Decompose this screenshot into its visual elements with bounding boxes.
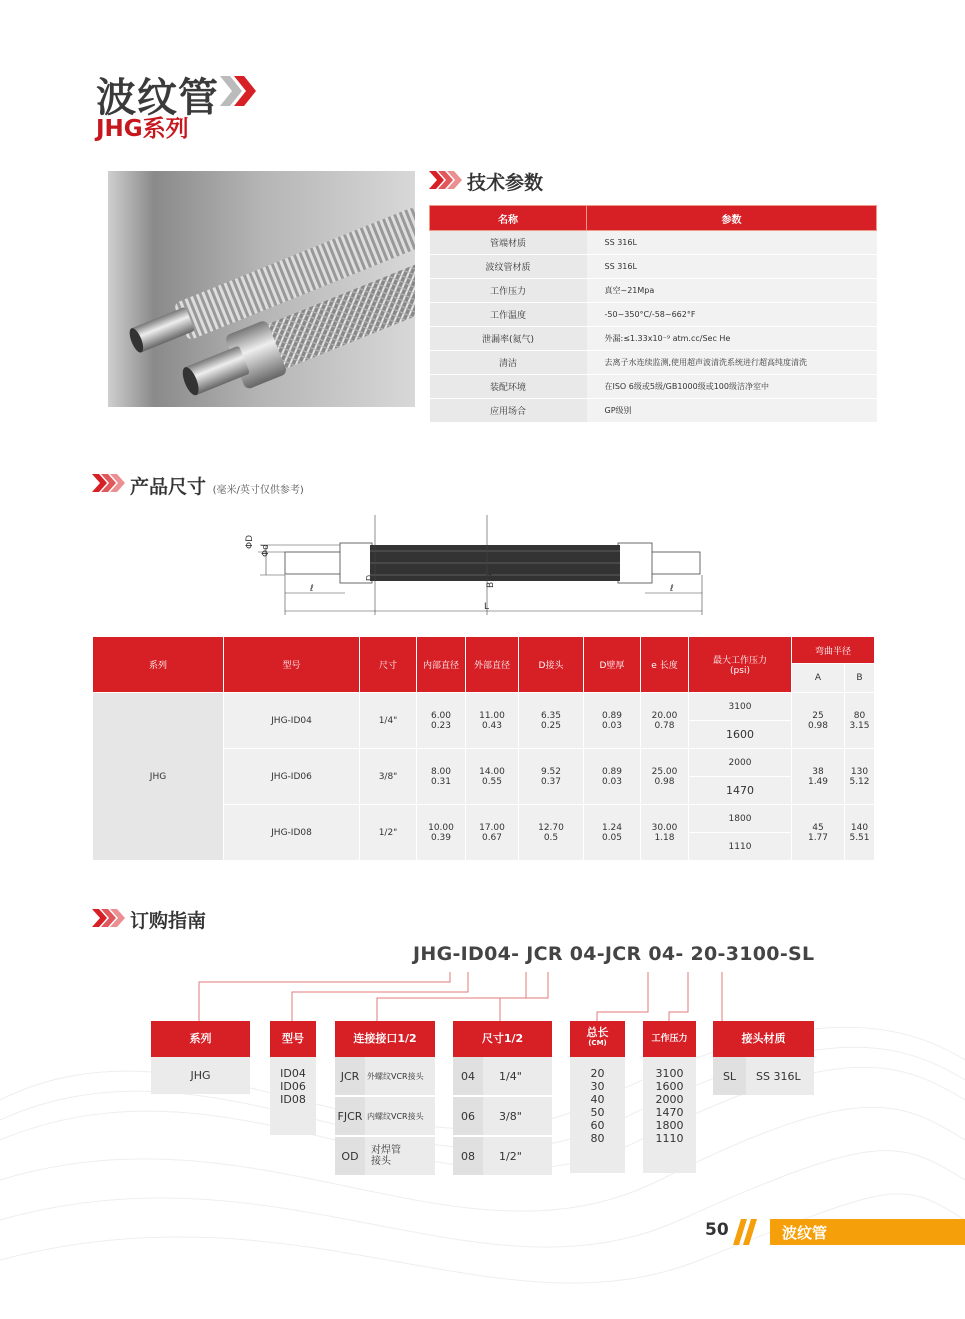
- conn-code: JCR: [335, 1057, 365, 1095]
- conn-desc: 内螺纹VCR接头: [367, 1111, 424, 1121]
- param-name: 应用场合: [430, 399, 587, 423]
- col-len: e 长度: [641, 637, 689, 693]
- pressure-option: 1600: [655, 1080, 684, 1093]
- value-in: 0.03: [601, 720, 623, 731]
- col-model: 型号: [224, 637, 360, 693]
- table-row: [430, 303, 877, 327]
- value-mm: 140: [850, 822, 869, 833]
- l-label-left: ℓ: [310, 584, 314, 594]
- dj-cell: [519, 749, 584, 805]
- pressure-option: 1110: [655, 1132, 684, 1145]
- page-subtitle: JHG系列: [96, 116, 189, 142]
- value-in: 1.77: [807, 832, 829, 843]
- footer-label: 波纹管: [782, 1224, 828, 1242]
- length-option: 60: [590, 1119, 605, 1132]
- page-title: 波纹管: [96, 75, 219, 121]
- col-bend: 弯曲半径: [792, 637, 875, 664]
- size-desc: 3/8": [499, 1109, 522, 1123]
- param-value: 外漏:≤1.33x10⁻⁹ atm.cc/Sec He: [587, 327, 877, 351]
- value-mm: 45: [812, 822, 824, 833]
- model-cell: JHG-ID06: [224, 749, 360, 805]
- value-in: 3.15: [849, 720, 870, 731]
- sizes-title: [130, 472, 304, 499]
- order-length-values: [570, 1057, 625, 1173]
- section-chevron-icon: [92, 909, 126, 927]
- value-mm: 9.52: [540, 766, 562, 777]
- section-chevron-icon: [92, 474, 126, 492]
- col-pressure: [689, 637, 792, 693]
- length-option: 80: [590, 1132, 605, 1145]
- size-cell: 3/8": [360, 749, 417, 805]
- length-header-unit: (CM): [588, 1039, 607, 1047]
- dj-cell: [519, 693, 584, 749]
- order-pressure-header: 工作压力: [643, 1021, 696, 1057]
- wall-cell: [584, 693, 641, 749]
- order-conn-values: [335, 1057, 435, 1175]
- value-in: 0.39: [430, 832, 452, 843]
- value-in: 0.03: [601, 776, 623, 787]
- value-in: 0.55: [481, 776, 503, 787]
- value-mm: 30.00: [651, 822, 678, 833]
- len-cell: [641, 693, 689, 749]
- size-option: [453, 1097, 552, 1137]
- conn-desc: 外螺纹VCR接头: [367, 1071, 424, 1081]
- table-row: [430, 375, 877, 399]
- conn-code: FJCR: [335, 1097, 365, 1135]
- size-desc: 1/2": [499, 1149, 522, 1163]
- param-value: GP级别: [587, 399, 877, 423]
- value-mm: 17.00: [479, 822, 505, 833]
- b-cell: [845, 805, 875, 861]
- order-model-values: [270, 1057, 316, 1135]
- value-mm: 25.00: [651, 766, 678, 777]
- pressure-option: 1470: [655, 1106, 684, 1119]
- col-pressure-text: 最大工作压力: [712, 656, 767, 666]
- size-table: [92, 636, 875, 861]
- a-cell: [792, 693, 845, 749]
- conn-desc: 对焊管 接头: [371, 1145, 401, 1167]
- model-option: ID06: [280, 1080, 306, 1093]
- table-row: [430, 255, 877, 279]
- len-cell: [641, 805, 689, 861]
- material-code: SL: [713, 1057, 746, 1095]
- size-cell: 1/2": [360, 805, 417, 861]
- value-in: 0.98: [654, 776, 675, 787]
- value-in: 0.78: [654, 720, 675, 731]
- b-cell: [845, 749, 875, 805]
- order-title: 订购指南: [130, 910, 207, 932]
- order-length-header: [570, 1021, 625, 1057]
- value-in: 0.25: [540, 720, 562, 731]
- a-cell: [792, 749, 845, 805]
- order-series-value: JHG: [151, 1057, 250, 1094]
- inner-cell: [417, 693, 466, 749]
- table-row: [430, 279, 877, 303]
- br-label: B.R: [486, 572, 496, 588]
- order-material-header: 接头材质: [713, 1021, 814, 1057]
- pressure-cell: 2000: [689, 749, 792, 777]
- connector-lines: [0, 970, 965, 1025]
- product-photo: [108, 171, 415, 407]
- d-label: D: [365, 574, 374, 581]
- param-name: 工作压力: [430, 279, 587, 303]
- tech-col-name: 名称: [430, 206, 587, 231]
- param-name: 泄漏率(氦气): [430, 327, 587, 351]
- size-cell: 1/4": [360, 693, 417, 749]
- order-conn-header: 连接接口1/2: [335, 1021, 435, 1057]
- pressure-option: 3100: [655, 1067, 684, 1080]
- size-code: 04: [453, 1057, 483, 1095]
- model-cell: JHG-ID04: [224, 693, 360, 749]
- series-cell: JHG: [93, 693, 224, 861]
- value-mm: 12.70: [538, 822, 564, 833]
- b-cell: [845, 693, 875, 749]
- value-mm: 20.00: [651, 710, 678, 721]
- length-option: 30: [590, 1080, 605, 1093]
- value-in: 0.23: [430, 720, 452, 731]
- value-in: 0.31: [430, 776, 452, 787]
- value-mm: 6.35: [540, 710, 562, 721]
- value-in: 1.18: [654, 832, 675, 843]
- value-in: 0.43: [481, 720, 503, 731]
- value-in: 0.05: [601, 832, 623, 843]
- value-in: 5.51: [849, 832, 870, 843]
- sizes-note: (毫米/英寸仅供参考): [212, 485, 304, 496]
- length-header-text: 总长: [586, 1026, 609, 1039]
- order-model-header: 型号: [270, 1021, 316, 1057]
- table-row: [430, 231, 877, 255]
- table-row: [93, 693, 875, 721]
- outer-cell: [466, 749, 519, 805]
- pressure-cell: 3100: [689, 693, 792, 721]
- order-material-value: [713, 1057, 814, 1095]
- outer-cell: [466, 805, 519, 861]
- model-option: ID04: [280, 1067, 306, 1080]
- len-cell: [641, 749, 689, 805]
- model-option: ID08: [280, 1093, 306, 1106]
- value-mm: 10.00: [428, 822, 454, 833]
- order-size-values: [453, 1057, 552, 1175]
- size-code: 06: [453, 1097, 483, 1135]
- length-option: 20: [590, 1067, 605, 1080]
- value-mm: 8.00: [430, 766, 452, 777]
- param-value: 在ISO 6级或5级/GB1000级或100级洁净室中: [587, 375, 877, 399]
- pressure-option: 2000: [655, 1093, 684, 1106]
- id-label: Φd: [261, 544, 271, 557]
- tech-title: 技术参数: [467, 172, 544, 194]
- section-chevron-icon: [429, 171, 463, 189]
- tech-col-param: 参数: [587, 206, 877, 231]
- size-code: 08: [453, 1137, 483, 1175]
- table-row: [430, 399, 877, 423]
- value-in: 0.98: [807, 720, 829, 731]
- size-desc: 1/4": [499, 1069, 522, 1083]
- col-wall: D壁厚: [584, 637, 641, 693]
- value-in: 0.37: [540, 776, 562, 787]
- order-pressure-values: [643, 1057, 696, 1173]
- value-mm: 0.89: [601, 766, 623, 777]
- size-option: [453, 1137, 552, 1175]
- pressure-cell: 1600: [689, 721, 792, 749]
- value-in: 0.5: [543, 832, 559, 843]
- od-label: ΦD: [245, 534, 255, 549]
- col-outer: 外部直径: [466, 637, 519, 693]
- dj-cell: [519, 805, 584, 861]
- value-in: 5.12: [849, 776, 870, 787]
- param-name: 工作温度: [430, 303, 587, 327]
- inner-cell: [417, 805, 466, 861]
- order-series-header: 系列: [151, 1021, 250, 1057]
- pressure-cell: 1110: [689, 833, 792, 861]
- conn-option: [335, 1097, 435, 1137]
- param-name: 管端材质: [430, 231, 587, 255]
- value-mm: 0.89: [601, 710, 623, 721]
- outer-cell: [466, 693, 519, 749]
- value-mm: 80: [853, 710, 866, 721]
- size-option: [453, 1057, 552, 1097]
- param-value: 真空~21Mpa: [587, 279, 877, 303]
- pressure-option: 1800: [655, 1119, 684, 1132]
- wall-cell: [584, 749, 641, 805]
- length-option: 50: [590, 1106, 605, 1119]
- param-value: 去离子水连续监测,使用超声波清洗系统进行超高纯度清洗: [587, 351, 877, 375]
- col-bend-a: A: [792, 664, 845, 693]
- param-name: 装配环境: [430, 375, 587, 399]
- inner-cell: [417, 749, 466, 805]
- param-name: 波纹管材质: [430, 255, 587, 279]
- param-name: 清洁: [430, 351, 587, 375]
- param-value: SS 316L: [587, 255, 877, 279]
- order-size-header: 尺寸1/2: [453, 1021, 552, 1057]
- value-mm: 6.00: [430, 710, 452, 721]
- table-row: [430, 327, 877, 351]
- col-bend-b: B: [845, 664, 875, 693]
- tech-params-table: [429, 205, 877, 423]
- conn-code: OD: [335, 1137, 365, 1175]
- col-pressure-unit: (psi): [730, 666, 750, 676]
- value-mm: 25: [812, 710, 824, 721]
- order-code: JHG-ID04- JCR 04-JCR 04- 20-3100-SL: [413, 943, 815, 965]
- l-label-right: ℓ: [670, 584, 674, 594]
- col-series: 系列: [93, 637, 224, 693]
- value-mm: 11.00: [479, 710, 505, 721]
- wall-cell: [584, 805, 641, 861]
- param-value: -50~350°C/-58~662°F: [587, 303, 877, 327]
- col-size: 尺寸: [360, 637, 417, 693]
- value-in: 1.49: [807, 776, 829, 787]
- param-value: SS 316L: [587, 231, 877, 255]
- length-option: 40: [590, 1093, 605, 1106]
- title-chevron-icon: [220, 76, 258, 106]
- len-label: L: [484, 602, 490, 612]
- value-mm: 130: [850, 766, 869, 777]
- col-inner: 内部直径: [417, 637, 466, 693]
- conn-option: [335, 1057, 435, 1097]
- a-cell: [792, 805, 845, 861]
- model-cell: JHG-ID08: [224, 805, 360, 861]
- value-in: 0.67: [481, 832, 503, 843]
- table-row: [430, 351, 877, 375]
- footer-bar: [770, 1219, 965, 1245]
- value-mm: 14.00: [479, 766, 505, 777]
- pressure-cell: 1800: [689, 805, 792, 833]
- pressure-cell: 1470: [689, 777, 792, 805]
- page-number: 50: [705, 1220, 729, 1240]
- value-mm: 38: [812, 766, 824, 777]
- conn-option: [335, 1137, 435, 1175]
- sizes-title-text: 产品尺寸: [130, 476, 207, 498]
- col-dj: D接头: [519, 637, 584, 693]
- dimension-drawing: [240, 515, 710, 617]
- footer-stripes: [733, 1219, 773, 1245]
- material-desc: SS 316L: [756, 1069, 801, 1083]
- value-mm: 1.24: [601, 822, 623, 833]
